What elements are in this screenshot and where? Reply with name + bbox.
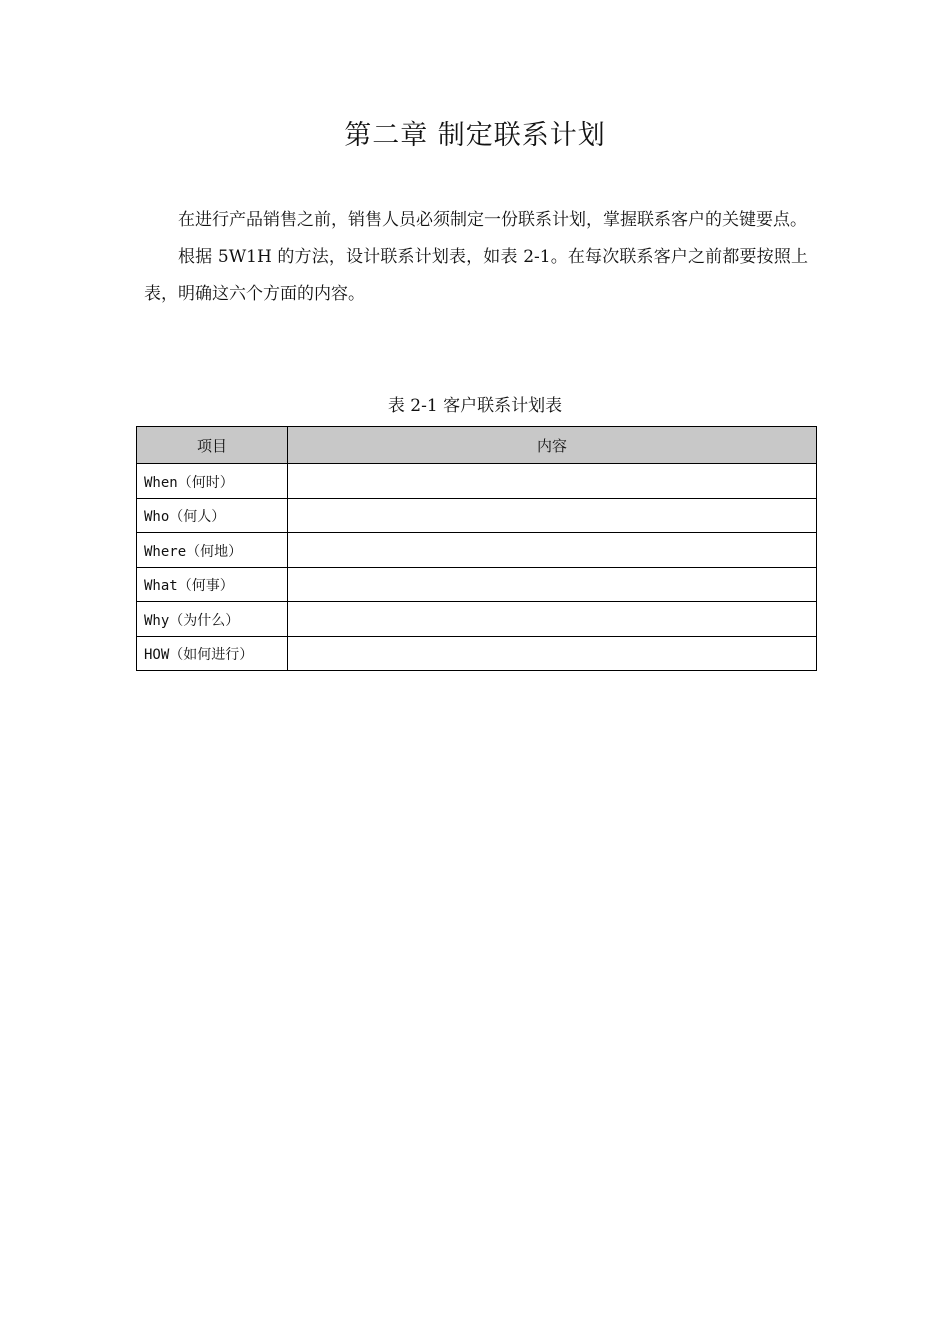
table-row — [137, 567, 817, 602]
table-row — [137, 464, 817, 499]
row-content — [288, 498, 817, 533]
row-content — [288, 567, 817, 602]
table-caption: 表 2-1 客户联系计划表 — [387, 396, 563, 416]
row-item: Where（何地） — [137, 533, 288, 568]
header-item: 项目 — [137, 427, 288, 464]
row-item: When（何时） — [137, 464, 288, 499]
row-content — [288, 533, 817, 568]
paragraph: 在进行产品销售之前，销售人员必须制定一份联系计划，掌握联系客户的关键要点。 — [178, 210, 807, 230]
row-item: Why（为什么） — [137, 602, 288, 637]
paragraph: 根据 5W1H 的方法，设计联系计划表，如表 2-1。在每次联系客户之前都要按照上表，明确这六个方面的内容。 — [144, 247, 808, 304]
row-item: Who（何人） — [137, 498, 288, 533]
row-item: HOW（如何进行） — [137, 636, 288, 671]
row-item: What（何事） — [137, 567, 288, 602]
table-row — [137, 636, 817, 671]
body-text — [144, 202, 808, 313]
page-title: 第二章 制定联系计划 — [344, 120, 606, 151]
table-row — [137, 533, 817, 568]
contact-plan-table — [136, 426, 817, 671]
row-content — [288, 464, 817, 499]
row-content — [288, 636, 817, 671]
table-header-row — [137, 427, 817, 464]
table-row — [137, 498, 817, 533]
header-content: 内容 — [288, 427, 817, 464]
table-row — [137, 602, 817, 637]
row-content — [288, 602, 817, 637]
